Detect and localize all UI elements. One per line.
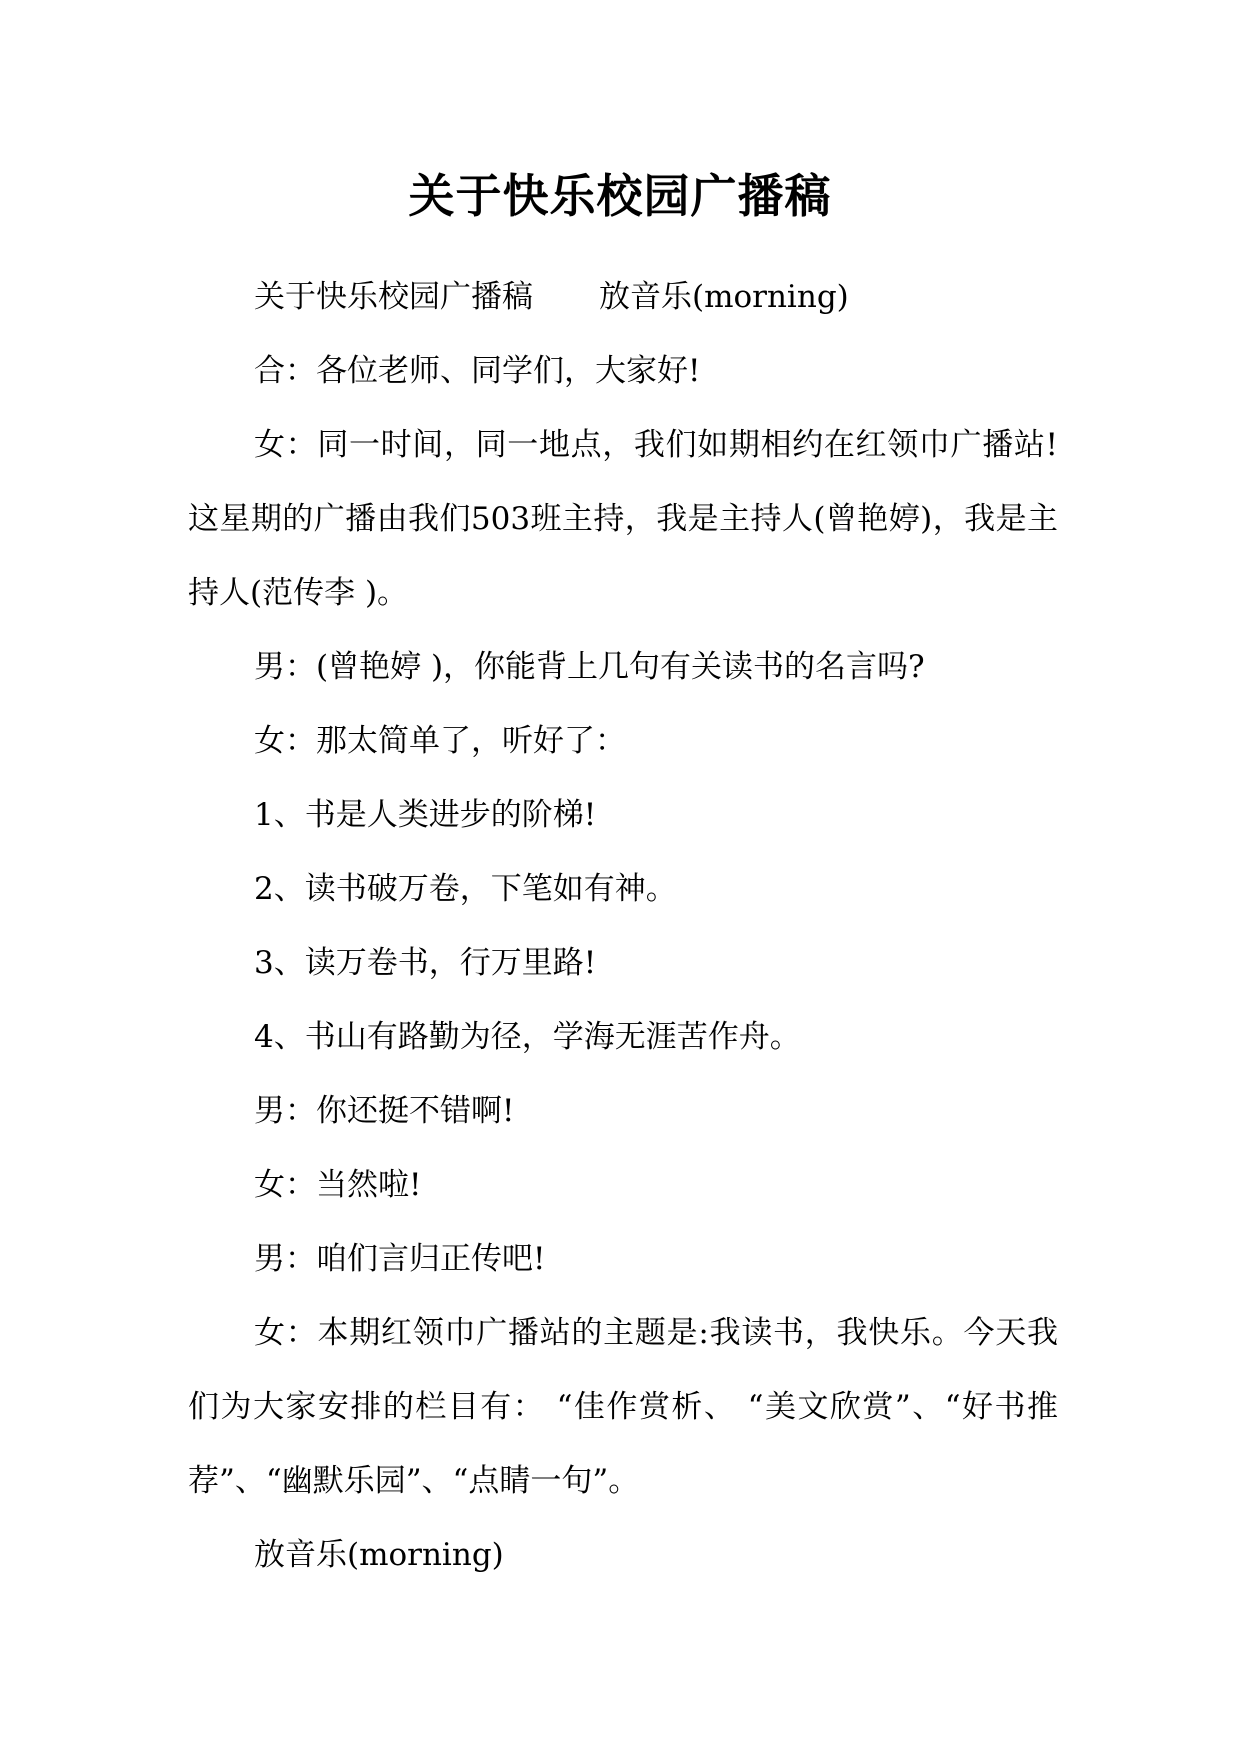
quote-item-3: 3、读万卷书，行万里路! [254, 945, 597, 981]
quote-item-4: 4、书山有路勤为径，学海无涯苦作舟。 [254, 1019, 801, 1055]
paragraph-music: 放音乐(morning) [254, 1537, 504, 1573]
paragraph-intro [188, 260, 1058, 334]
paragraph-praise: 男：你还挺不错啊! [254, 1093, 515, 1129]
document-body [188, 260, 1058, 1592]
document-title: 关于快乐校园广播稿 [408, 169, 832, 223]
paragraph-question: 男：(曾艳婷 )，你能背上几句有关读书的名言吗? [254, 649, 925, 685]
paragraph-transition: 男：咱们言归正传吧! [254, 1241, 546, 1277]
paragraph-opening: 女：同一时间，同一地点，我们如期相约在红领巾广播站!这星期的广播由我们503班主持，我是主持人(曾艳婷)，我是主持人(范传李 )。 [188, 427, 1058, 611]
quote-item-2: 2、读书破万卷，下笔如有神。 [254, 871, 677, 907]
paragraph-answer: 女：那太简单了，听好了： [254, 723, 626, 759]
paragraph-theme: 女：本期红领巾广播站的主题是:我读书，我快乐。今天我们为大家安排的栏目有： “佳作赏析、 “美文欣赏”、“好书推荐”、“幽默乐园”、“点睛一句”。 [188, 1315, 1058, 1499]
paragraph-reply: 女：当然啦! [254, 1167, 422, 1203]
quote-item-1: 1、书是人类进步的阶梯! [254, 797, 597, 833]
paragraph-greeting: 合：各位老师、同学们，大家好! [254, 353, 701, 389]
intro-music-text: 放音乐(morning) [599, 279, 849, 315]
intro-title-text: 关于快乐校园广播稿 [254, 279, 533, 315]
